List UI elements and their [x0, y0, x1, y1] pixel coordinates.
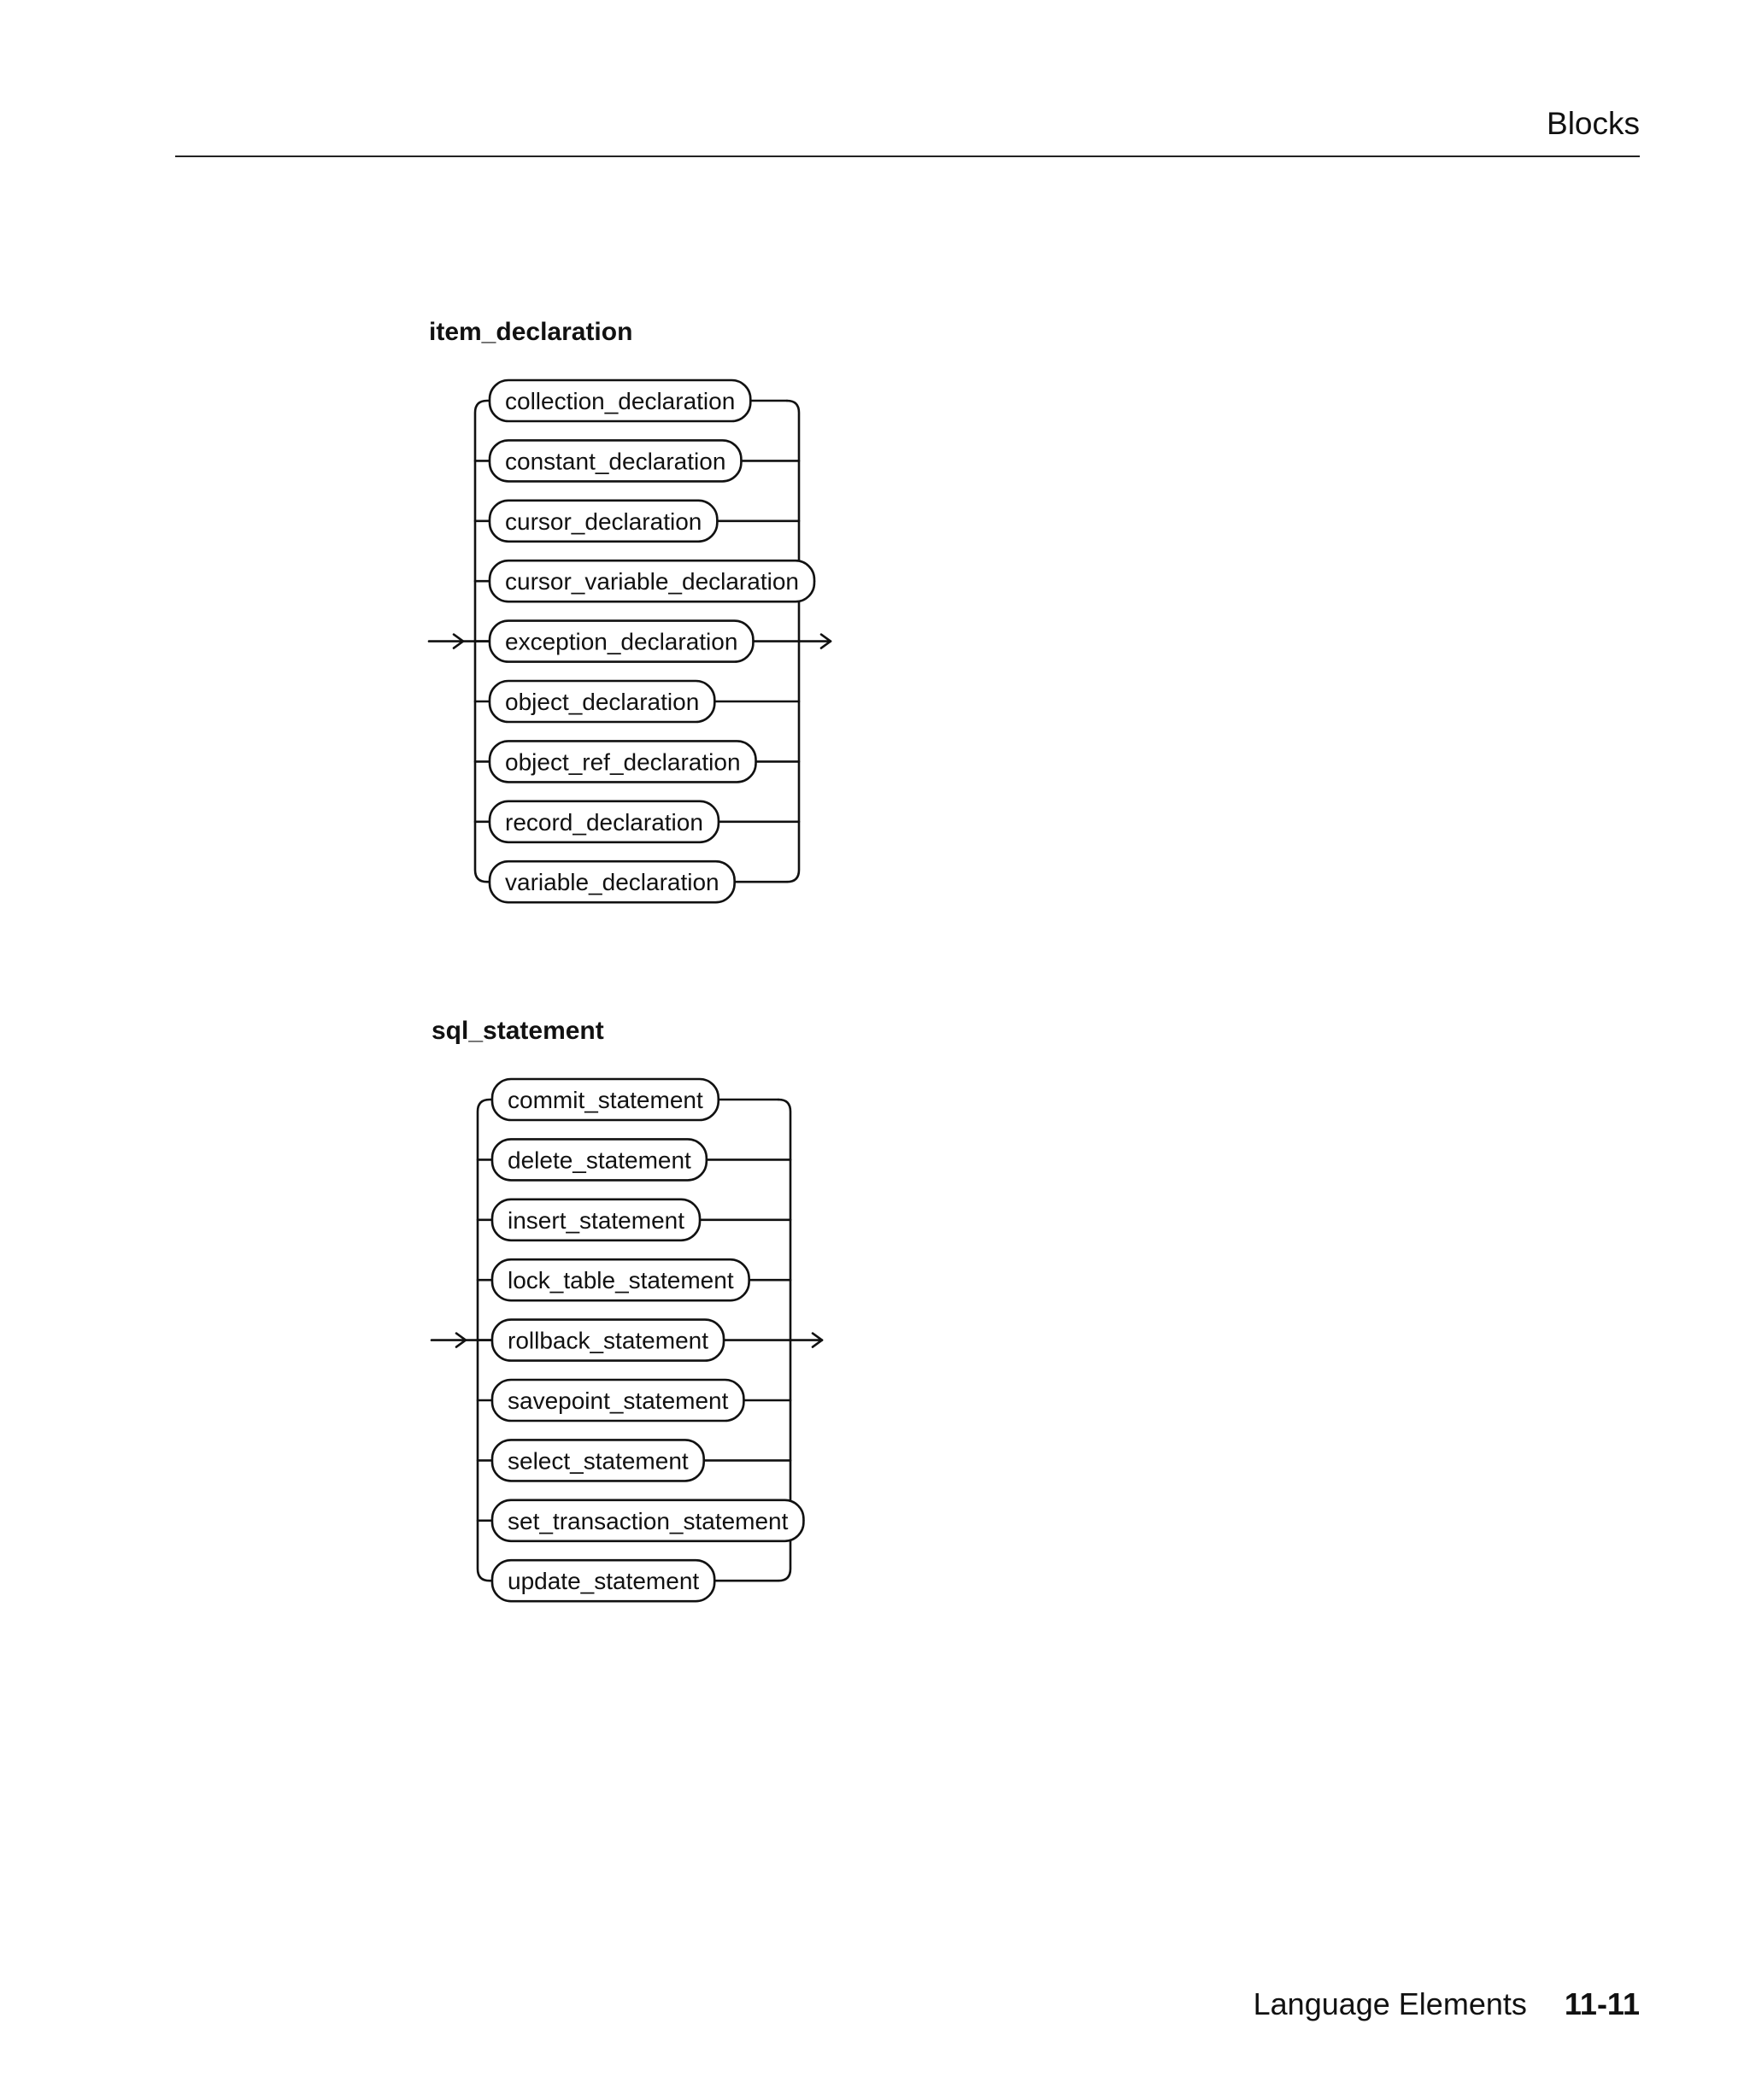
nonterminal-label: variable_declaration	[505, 869, 719, 896]
nonterminal-label: lock_table_statement	[508, 1267, 734, 1294]
nonterminal-label: cursor_declaration	[505, 507, 702, 535]
diagram-title-item-declaration: item_declaration	[429, 318, 633, 346]
nonterminal-label: insert_statement	[508, 1206, 684, 1234]
footer-page-number: 11-11	[1564, 1986, 1640, 2021]
nonterminal-label: object_declaration	[505, 689, 700, 715]
nonterminal-label: delete_statement	[508, 1147, 691, 1174]
diagram-title-sql-statement: sql_statement	[432, 1017, 604, 1045]
page-footer	[1254, 1986, 1640, 2022]
nonterminal-label: select_statement	[508, 1447, 689, 1475]
nonterminal-label: savepoint_statement	[508, 1387, 729, 1414]
nonterminal-label: object_ref_declaration	[505, 748, 741, 776]
nonterminal-label: cursor_variable_declaration	[505, 568, 799, 595]
nonterminal-label: exception_declaration	[505, 628, 738, 655]
nonterminal-label: constant_declaration	[505, 448, 726, 475]
nonterminal-label: commit_statement	[508, 1087, 703, 1113]
footer-section-title: Language Elements	[1253, 1986, 1527, 2021]
nonterminal-label: rollback_statement	[508, 1327, 709, 1354]
running-header-title: Blocks	[1547, 106, 1640, 141]
nonterminal-label: record_declaration	[505, 808, 703, 836]
nonterminal-label: set_transaction_statement	[508, 1507, 789, 1534]
nonterminal-label: update_statement	[508, 1568, 700, 1595]
nonterminal-label: collection_declaration	[505, 388, 736, 414]
